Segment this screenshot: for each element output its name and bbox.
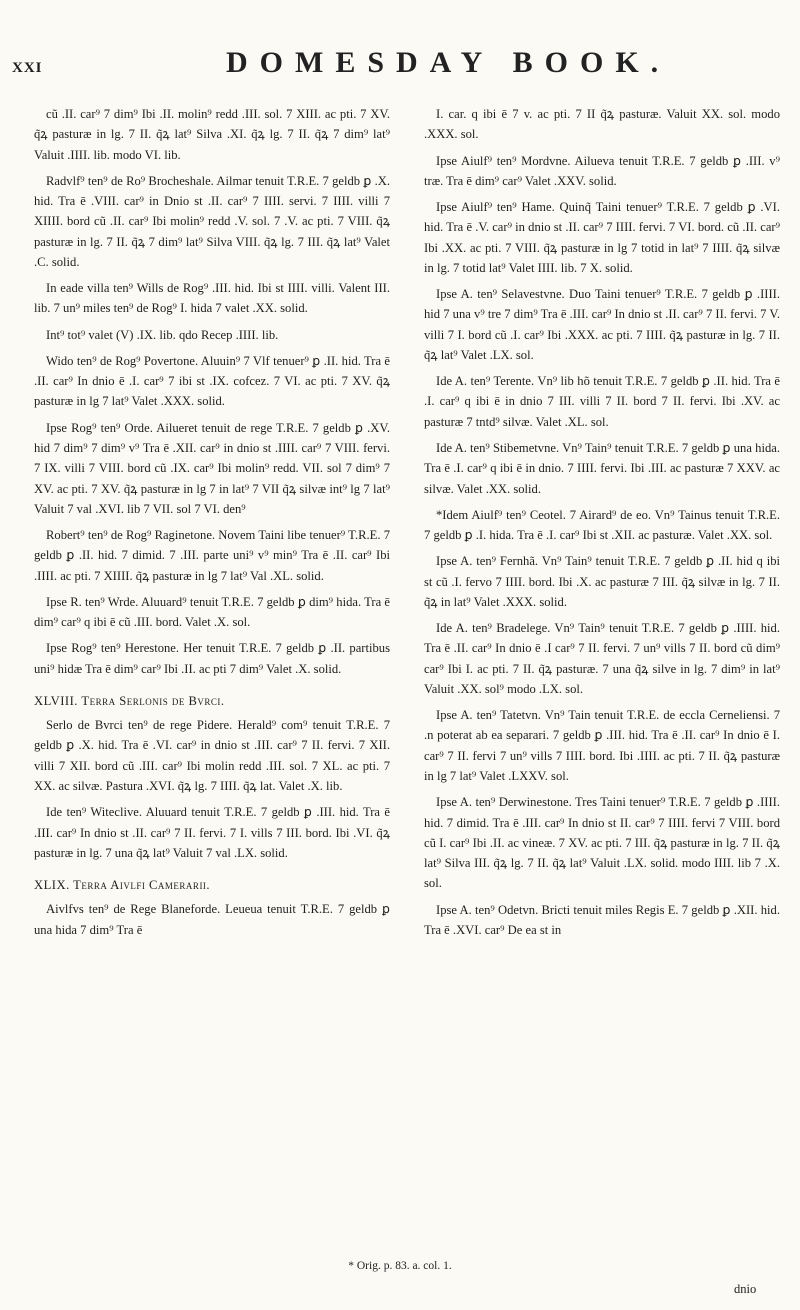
entry-paragraph: Ipse A. ten⁹ Selavestvne. Duo Taini tenuer⁹ T.R.E. 7 geldb ꝑ .IIII. hid 7 una v⁹ tre 7 dim⁹ Tra ē .III. car⁹ In dnio st .II. car⁹ 7 II. fervi. 7 V. villi 7 I. bord cũ .I. car⁹ Ibi .XXX. ac pti. 7 IIII. q̃ꝝ pasturæ in lg. 7 II. q̃ꝝ lat⁹ Valet .LX. sol. bbox=[424, 287, 780, 362]
entry-paragraph: Aivlfvs ten⁹ de Rege Blaneforde. Leueua tenuit T.R.E. 7 geldb ꝑ una hida 7 dim⁹ Tra ē bbox=[34, 902, 390, 937]
entry-paragraph: Wido ten⁹ de Rog⁹ Povertone. Aluuin⁹ 7 Vlf tenuer⁹ ꝑ .II. hid. Tra ē .II. car⁹ In dnio ē .I. car⁹ 7 ibi st .IX. cofcez. 7 VI. ac pti. 7 XV. q̃ꝝ pasturæ in lg 7 lat⁹ Valet .XXX. solid. bbox=[34, 353, 390, 409]
footnote: * Orig. p. 83. a. col. 1. bbox=[348, 1260, 452, 1272]
entry-paragraph: Ipse R. ten⁹ Wrde. Aluuard⁹ tenuit T.R.E. 7 geldb ꝑ dim⁹ hida. Tra ē dim⁹ car⁹ q ibi ē cũ .III. bord. Valet .X. sol. bbox=[34, 594, 390, 630]
entry-paragraph: Radvlf⁹ ten⁹ de Ro⁹ Brocheshale. Ailmar tenuit T.R.E. 7 geldb ꝑ .X. hid. Tra ē .VIII. car⁹ in Dnio st .II. car⁹ 7 IIII. servi. 7 IIII. villi 7 XIIII. bord cũ .II. car⁹ Ibi molin⁹ redd .V. sol. 7 .V. ac pti. 7 VIII. q̃ꝝ pasturæ in lg. 7 II. q̃ꝝ 7 dim⁹ lat⁹ Silva VIII. q̃ꝝ lg. 7 III. q̃ꝝ lat⁹ Valet .C. solid. bbox=[34, 173, 390, 269]
entry-paragraph: cũ .II. car⁹ 7 dim⁹ Ibi .II. molin⁹ redd .III. sol. 7 XIII. ac pti. 7 XV. q̃ꝝ pasturæ in lg. 7 II. q̃ꝝ lat⁹ Silva .XI. q̃ꝝ lg. 7 II. q̃ꝝ 7 dim⁹ lat⁹ Valuit .IIII. lib. modo VI. lib. bbox=[34, 107, 390, 162]
entry-paragraph: Ipse A. ten⁹ Tatetvn. Vn⁹ Tain tenuit T.R.E. de eccla Cerneliensi. 7 .n poterat ab ea separari. 7 geldb ꝑ .III. hid. Tra ē .II. car⁹ In dnio ē I. car⁹ 7 II. fervi 7 un⁹ vills 7 IIII. bord. Ibi .IIII. ac pti. 7 II. q̃ꝝ pasturæ in lg 7 lat⁹ Valet .LXXV. sol. bbox=[424, 708, 780, 783]
entry-paragraph: Ipse Rog⁹ ten⁹ Orde. Ailueret tenuit de rege T.R.E. 7 geldb ꝑ .XV. hid 7 dim⁹ 7 dim⁹ v⁹ Tra ē .XII. car⁹ in dnio st .IIII. car⁹ 7 VIII. fervi. 7 IX. villi 7 VIII. bord cũ .IX. car⁹ Ibi molin⁹ redd. VII. sol 7 dim⁹ 7 XV. ac pti. 7 XV. q̃ꝝ pasturæ in lg 7 in lat⁹ 7 VII q̃ꝝ silvæ int⁹ lg 7 lat⁹ Valuit 7 val .XVI. lib 7 VII. sol 7 VI. den⁹ bbox=[34, 420, 390, 516]
entry-paragraph: Ipse Aiulf⁹ ten⁹ Mordvne. Ailueva tenuit T.R.E. 7 geldb ꝑ .III. v⁹ træ. Tra ē dim⁹ car⁹ Valet .XXV. solid. bbox=[424, 153, 780, 188]
entry-paragraph: Ipse Aiulf⁹ ten⁹ Hame. Quinq̃ Taini tenuer⁹ T.R.E. 7 geldb ꝑ .VI. hid. Tra ē .V. car⁹ in dnio st .II. car⁹ 7 IIII. fervi. 7 VI. bord. cũ .II. car⁹ Ibi .XX. ac pti. 7 VIII. q̃ꝝ pasturæ in lg 7 totid in lat⁹ 7 IIII. q̃ꝝ silvæ in lg. 7 totid lat⁹ Valet IIII. lib. 7 X. solid. bbox=[424, 200, 780, 275]
entry-paragraph: *Idem Aiulf⁹ ten⁹ Ceotel. 7 Airard⁹ de eo. Vn⁹ Tainus tenuit T.R.E. 7 geldb ꝑ .I. hida. Tra ē .I. car⁹ Ibi st .XII. ac pasturæ. Valet .XX. sol. bbox=[424, 507, 780, 543]
entry-paragraph: Ide A. ten⁹ Terente. Vn⁹ lib hõ tenuit T.R.E. 7 geldb ꝑ .II. hid. Tra ē .I. car⁹ q ibi ē in dnio 7 III. villi 7 II. bord 7 II. fervi. Ibi .XV. ac pasturæ 7 tntd⁹ silvæ. Valet .XL. sol. bbox=[424, 374, 780, 429]
entry-paragraph: Serlo de Bvrci ten⁹ de rege Pidere. Herald⁹ com⁹ tenuit T.R.E. 7 geldb ꝑ .X. hid. Tra ē .VI. car⁹ in dnio st .III. car⁹ 7 II. fervi. 7 XII. villi 7 XII. bord cũ .III. car⁹ Ibi molin redd .III. sol. 7 XL. ac pti. 7 XX. ac silvæ. Pastura .XVI. q̃ꝝ lg. 7 IIII. q̃ꝝ lat. Valet .X. lib. bbox=[34, 718, 390, 793]
section-heading: XLVIII. Terra Serlonis de Bvrci. bbox=[34, 693, 225, 708]
entry-paragraph: Ipse A. ten⁹ Fernhã. Vn⁹ Tain⁹ tenuit T.R.E. 7 geldb ꝑ .II. hid q ibi st cũ .I. fervo 7 IIII. bord. Ibi .X. ac pasturæ 7 III. q̃ꝝ silvæ in lg. 7 II. q̃ꝝ in lat⁹ Valet .XXX. solid. bbox=[424, 554, 780, 609]
section-heading: XLIX. Terra Aivlfi Camerarii. bbox=[34, 878, 211, 893]
entry-paragraph: Ipse A. ten⁹ Odetvn. Bricti tenuit miles Regis E. 7 geldb ꝑ .XII. hid. Tra ē .XVI. car⁹ De ea st in bbox=[424, 902, 780, 937]
right-column bbox=[424, 104, 780, 946]
entry-paragraph: Ide ten⁹ Witeclive. Aluuard tenuit T.R.E. 7 geldb ꝑ .III. hid. Tra ē .III. car⁹ In dnio st .II. car⁹ 7 II. fervi. 7 I. vills 7 III. bord. Ibi .VI. q̃ꝝ pasturæ in lg. 7 una q̃ꝝ lat⁹ Valuit 7 val .LX. solid. bbox=[34, 805, 390, 860]
folio-number: XXI bbox=[12, 60, 43, 76]
entry-paragraph: Robert⁹ ten⁹ de Rog⁹ Raginetone. Novem Taini libe tenuer⁹ T.R.E. 7 geldb ꝑ .II. hid. 7 dimid. 7 .III. parte uni⁹ v⁹ min⁹ Tra ē .II. car⁹ Ibi .IIII. ac pti. 7 XIIII. q̃ꝝ pasturæ in lg 7 lat⁹ Val .XL. solid. bbox=[34, 528, 390, 583]
entry-paragraph: Ide A. ten⁹ Bradelege. Vn⁹ Tain⁹ tenuit T.R.E. 7 geldb ꝑ .IIII. hid. Tra ē .II. car⁹ In dnio ē .I car⁹ 7 II. fervi. 7 un⁹ vills 7 II. bord cũ dim⁹ car⁹ Ibi I. ac pti. 7 II. q̃ꝝ pasturæ. 7 una q̃ꝝ silve in lg. 7 dim⁹ in lat⁹ Valuit .XX. sol⁹ modo .LX. sol. bbox=[424, 621, 780, 696]
left-column bbox=[34, 104, 390, 946]
entry-paragraph: Int⁹ tot⁹ valet (V) .IX. lib. qdo Recep .IIII. lib. bbox=[46, 327, 279, 342]
page-title: DOMESDAY BOOK. bbox=[226, 46, 671, 79]
entry-paragraph: Ide A. ten⁹ Stibemetvne. Vn⁹ Tain⁹ tenuit T.R.E. 7 geldb ꝑ una hida. Tra ē .I. car⁹ q ibi ē in dnio. 7 IIII. fervi. Ibi .III. ac pasturæ 7 XXV. ac silvæ. Valet .XX. solid. bbox=[424, 440, 780, 496]
catchword: dnio bbox=[734, 1282, 757, 1296]
entry-paragraph: I. car. q ibi ē 7 v. ac pti. 7 II q̃ꝝ pasturæ. Valuit XX. sol. modo .XXX. sol. bbox=[424, 107, 780, 142]
entry-paragraph: Ipse Rog⁹ ten⁹ Herestone. Her tenuit T.R.E. 7 geldb ꝑ .II. partibus uni⁹ hidæ Tra ē dim⁹ car⁹ Ibi .II. ac pti 7 dim⁹ Valet .X. solid. bbox=[34, 641, 390, 676]
entry-paragraph: Ipse A. ten⁹ Derwinestone. Tres Taini tenuer⁹ T.R.E. 7 geldb ꝑ .IIII. hid. 7 dimid. Tra ē .III. car⁹ In dnio st II. car⁹ 7 IIII. fervi 7 VIII. bord cũ I. car⁹ Ibi .II. ac vineæ. 7 XV. ac pti. 7 III. q̃ꝝ pasturæ in lg. 7 II. q̃ꝝ lat⁹ Silva III. q̃ꝝ lg. 7 II. q̃ꝝ lat⁹ Valuit .LX. solid. modo IIII. lib 7 .X. sol. bbox=[424, 795, 780, 891]
entry-paragraph: In eade villa ten⁹ Wills de Rog⁹ .III. hid. Ibi st IIII. villi. Valent III. lib. 7 un⁹ miles ten⁹ de Rog⁹ I. hida 7 valet .XX. solid. bbox=[34, 281, 390, 316]
